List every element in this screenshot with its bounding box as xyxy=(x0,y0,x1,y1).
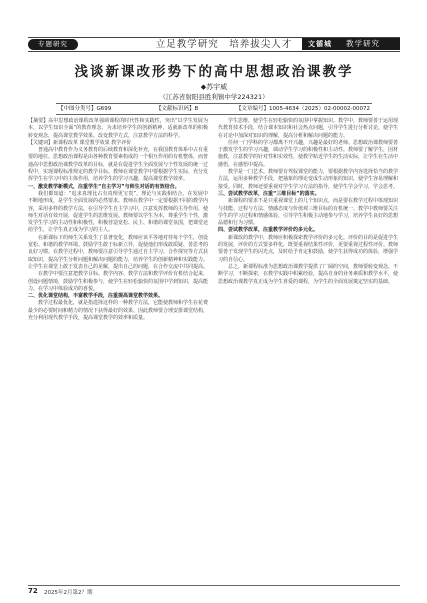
issue-info: 2025年2月第2？期 xyxy=(44,590,93,596)
journal-motto: 立足教学研究 培养拔尖人才 xyxy=(155,39,293,50)
article-author: ◆苏宇威 xyxy=(200,83,228,91)
article-affiliation: （江苏省射阳县胜利镇中学224321） xyxy=(159,93,269,101)
doc-code: 【文献标识码】B xyxy=(156,106,199,112)
body-paragraph: 在教学中要注意把教学目标、教学内容、教学方法和教学评价有机结合起来，创设问题情境，鼓励学生积极参与，使学生在轻松愉快的氛围中学到知识，提高能力，在学习中体验成功的喜悦。 xyxy=(28,271,209,292)
article-meta-bar xyxy=(56,103,372,115)
section-heading: 二、优化课堂结构，丰富教学手段，注重提高课堂教学效果。 xyxy=(28,293,164,300)
body-paragraph: 学生思维，使学生在轻松愉快的氛围中掌握知识。教学中，教师要善于运用现代教育技术手段，结合课本知识和社会热点问题，引导学生进行分析讨论，使学生在讨论中加深对知识的理解，提高分析和解决问题的能力。 xyxy=(218,118,399,139)
body-column-right xyxy=(218,118,398,286)
header-rule-bottom xyxy=(28,51,400,52)
section-label-a: 文循城 xyxy=(308,40,332,48)
running-header xyxy=(28,37,400,51)
body-paragraph: 我们都知道：“追求真理比占有真理更宝贵”，理论与实践相结合，在发展中不断地形成，是学生全面发展的必然要求。教师在教学中一定要根据不同的教学内容，采用多样的教学方法，在引导学生自主学习中，注意发挥教师的主导作用，使师生对话有效开展，促进学生的思维发展。教师要以学生为本，尊重学生个性，激发学生学习的主动性和积极性，积极营造宽松、民主、和谐的课堂氛围，把课堂还给学生，让学生真正成为学习的主人。 xyxy=(28,190,209,234)
article-number: 【文章编号】1005-4634（2025）02-00002-00072 xyxy=(236,106,370,112)
body-paragraph: 教学是一门艺术。教师要有驾驭课堂的能力，要根据教学内容选择恰当的教学方法，运用多种教学手段，把抽象的理论变成生动形象的知识，使学生容易理解和接受。同时，教师还要重视对学生学习方法的指导，使学生学会学习，学会思考。 xyxy=(218,169,399,190)
body-column-left xyxy=(28,118,208,322)
section-label-b: 教学研究 xyxy=(346,39,380,48)
body-paragraph: 在新课标下的师生关系发生了显著变化，教师应该平等地对待每个学生，创设宽松、和谐的教学环境。鼓励学生敢于标新立异，促使他们形成敢质疑、善思考的良好习惯。在教学过程中，教师要注意引导学生通过自主学习、合作探究等方式获取知识，提高学生分析问题和解决问题的能力，培养学生的创新精神和实践能力。让学生在课堂上敢于发表自己的见解，提出自己的问题，在合作交流中共同提高。 xyxy=(28,234,209,270)
body-paragraph: 总之，新课程标准为思想政治课教学提供了广阔的空间，教师要转变观念，不断学习，不断探索，在教学实践中积累经验，提高自身的业务素质和教学水平，使思想政治课教学真正成为学生喜爱的课程，为学生的全面发展奠定坚实的基础。 xyxy=(218,263,399,285)
body-paragraph: 任何一门学科的学习都离不开兴趣，兴趣是最好的老师。思想政治课教师要善于激发学生的学习兴趣，调动学生学习的积极性和主动性。教师要了解学生，因材施教，注意教学的针对性和实效性，使教学贴近学生的生活实际，让学生在生活中感悟，在感悟中提高。 xyxy=(218,139,399,168)
section-heading: 一、激发教学新模式，注重学生“自主学习”与师生对话的有效结合。 xyxy=(28,183,180,190)
clc-code: 【中图分类号】G699 xyxy=(58,106,112,112)
section-label xyxy=(302,38,400,50)
body-paragraph: 普通高中教育作为义务教育的后续教育和深化补充，在我国教育体系中占有重要的地位。思想政治课程是由各种教育要素构成的一个相互作用的有机整体，而普通高中思想政治课教学改革的目标，就是在促进学生全面发展与个性发展的统一过程中，实现课程标准规定的教学目标。教师在课堂教学中要根据学生实际，充分发挥学生在学习中的主体作用，培养学生的学习兴趣，提高课堂教学效率。 xyxy=(28,147,209,183)
section-heading: 四、尝试教学改革，注重教学评价的多元化。 xyxy=(218,227,319,234)
footer-rule xyxy=(28,585,400,586)
abstract-paragraph: 【摘要】高中思想政治课程改革强调课程的时代性和实践性，突出“以学生发展为本，以学生知识全面”的教育理念，为求培养学生的创新精神，适就新改革的积极转变观念，提高课堂教学效果。改变教学方式，注意教学方法的科学。 xyxy=(28,118,208,139)
column-tag: 专题研究 xyxy=(28,39,78,50)
abstract-paragraph: 【关键词】新课程改革 课堂教学效果 教学评价 xyxy=(28,139,132,146)
body-paragraph: 新课程的要求不是只重视课堂上的几个知识点，而是要在教学过程中体现知识与技能、过程与方法、情感态度与价值观三维目标的有机统一。教学中教师要关注学生的学习过程和情感体验，引导学生积极主动地参与学习，培养学生良好的思想品德和行为习惯。 xyxy=(218,198,399,227)
body-paragraph: 新课改的教学中，教师应积极探索教学评价的多元化。评价的目的是促进学生的发展，评价的方式要多样化，既要重视结果性评价，更要重视过程性评价。教师要善于发现学生的闪光点，及时给予肯定和鼓励，使学生获得成功的体验，增强学习的自信心。 xyxy=(218,234,399,263)
section-heading: 三、尝试教学改革，注重“三维目标”的落实。 xyxy=(218,190,320,197)
page-number: 72 xyxy=(28,587,38,595)
article-title: 浅谈新课改形势下的高中思想政治课教学 xyxy=(74,64,354,80)
body-paragraph: 教学过程最优化，就是指选择这样的一种教学方法，它能使教师和学生在花费最少的必要时间和精力的情况下获得最好的效果。因此教师要合理安排课堂结构，充分利用现代教学手段，提高课堂教学的效率和质量。 xyxy=(28,300,209,322)
